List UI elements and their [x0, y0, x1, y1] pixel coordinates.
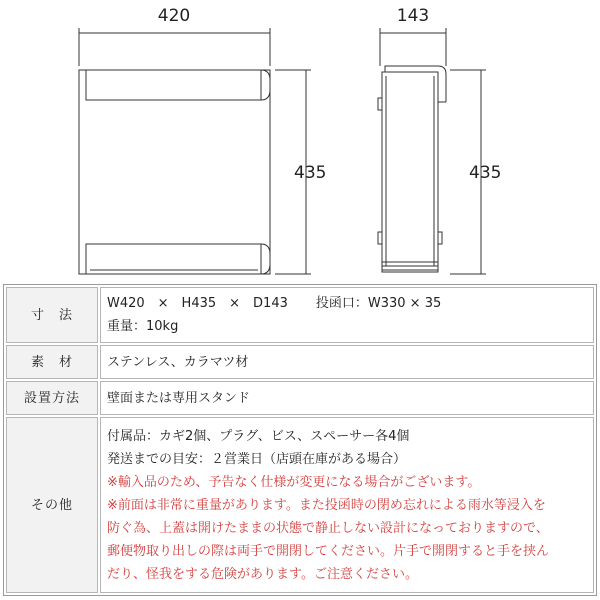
spec-table: [3, 284, 597, 596]
spec-row-installation: [6, 381, 594, 415]
side-view: [378, 66, 446, 272]
spec-row-other: [6, 417, 594, 593]
spec-label-dimensions: 寸 法: [6, 287, 98, 343]
front-height-label: 435: [294, 163, 327, 183]
front-width-label: 420: [157, 6, 191, 26]
caution-note-line-2: 防ぐ為、上蓋は開けたままの状態で静止しない設計になっておりますので、: [107, 520, 549, 536]
dimension-drawing: [0, 0, 600, 284]
spec-row-material: [6, 345, 594, 379]
dimensions-text: W420 × H435 × D143: [107, 296, 288, 311]
weight-text: 重量：10kg: [107, 319, 179, 334]
front-view: [79, 70, 270, 274]
spec-label-installation: 設置方法: [6, 381, 98, 415]
mail-slot-text: 投函口：W330 × 35: [315, 296, 442, 311]
installation-text: 壁面または専用スタンド: [107, 390, 251, 406]
spec-label-material: 素 材: [6, 345, 98, 379]
side-height-label: 435: [469, 163, 502, 183]
spec-value-material: [100, 345, 594, 379]
shipping-text: 発送までの目安：２営業日（店頭在庫がある場合）: [107, 451, 407, 467]
accessories-text: 付属品：カギ2個、プラグ、ビス、スペーサー各4個: [107, 428, 410, 444]
spec-value-dimensions: [100, 287, 594, 343]
side-depth-label: 143: [396, 6, 430, 26]
spec-row-dimensions: [6, 287, 594, 343]
caution-note-line-1: ※前面は非常に重量があります。また投函時の閉め忘れによる雨水等浸入を: [107, 497, 546, 513]
spec-label-other: その他: [6, 417, 98, 593]
caution-note-line-3: 郵便物取り出しの際は両手で開閉してください。片手で開閉すると手を挟ん: [107, 543, 550, 559]
import-note: ※輸入品のため、予告なく仕様が変更になる場合がございます。: [107, 474, 481, 490]
spec-value-other: [100, 417, 594, 593]
material-text: ステンレス、カラマツ材: [107, 354, 249, 370]
caution-note-line-4: だり、怪我をする危険があります。ご注意ください。: [107, 566, 418, 582]
spec-value-installation: [100, 381, 594, 415]
